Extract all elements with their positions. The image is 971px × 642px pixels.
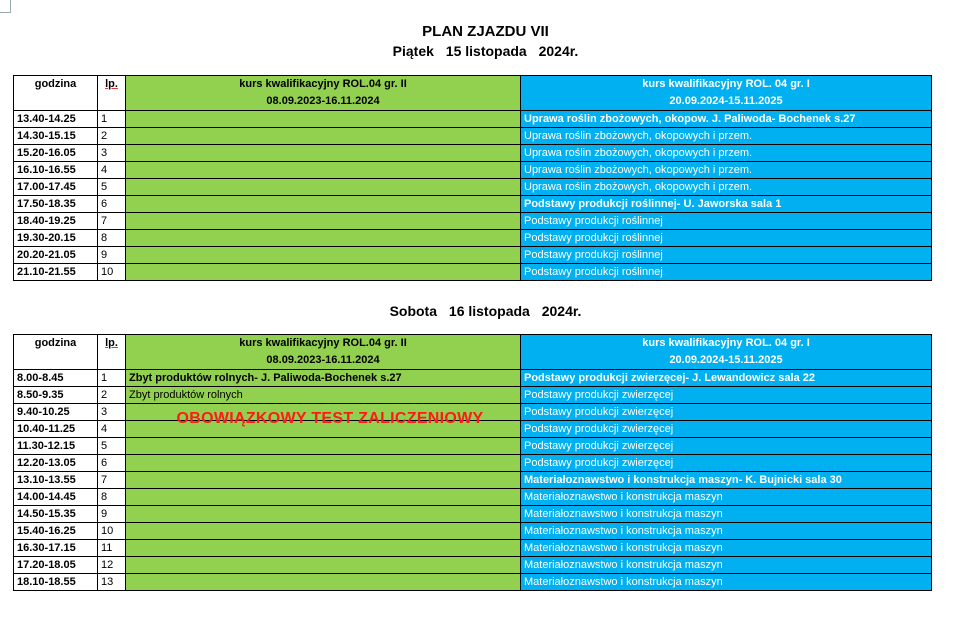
table-row: [14, 213, 932, 230]
table-row: [14, 540, 932, 557]
green-course-cell: [126, 179, 521, 196]
blue-course-cell: Uprawa roślin zbożowych, okopowych i przem.: [521, 162, 932, 179]
green-course-cell: [126, 438, 521, 455]
header-green-line1: kurs kwalifikacyjny ROL.04 gr. II: [126, 76, 521, 94]
blue-course-cell: Podstawy produkcji zwierzęcej: [521, 455, 932, 472]
time-cell: 17.20-18.05: [14, 557, 98, 574]
green-course-cell: [126, 506, 521, 523]
saturday-table-body: [14, 370, 932, 591]
time-cell: 20.20-21.05: [14, 247, 98, 264]
blue-course-cell: Materiałoznawstwo i konstrukcja maszyn: [521, 574, 932, 591]
lp-cell: 6: [98, 196, 126, 213]
blue-course-cell: Materiałoznawstwo i konstrukcja maszyn: [521, 540, 932, 557]
table-row: [14, 523, 932, 540]
day2-year: 2024r.: [541, 303, 582, 319]
header-green-line2: 08.09.2023-16.11.2024: [126, 352, 521, 370]
time-cell: 15.40-16.25: [14, 523, 98, 540]
time-cell: 18.40-19.25: [14, 213, 98, 230]
header-lp-label: lp.: [105, 337, 118, 349]
green-course-cell: [126, 523, 521, 540]
green-course-cell: [126, 557, 521, 574]
header-blue-line1: kurs kwalifikacyjny ROL. 04 gr. I: [521, 76, 932, 94]
header-blue-line2: 20.09.2024-15.11.2025: [521, 93, 932, 111]
green-course-cell: [126, 213, 521, 230]
time-cell: 16.30-17.15: [14, 540, 98, 557]
table-row: [14, 387, 932, 404]
time-cell: 10.40-11.25: [14, 421, 98, 438]
blue-course-cell: Podstawy produkcji zwierzęcej: [521, 421, 932, 438]
table-row: [14, 370, 932, 387]
lp-cell: 4: [98, 421, 126, 438]
lp-cell: 10: [98, 523, 126, 540]
time-cell: 8.50-9.35: [14, 387, 98, 404]
time-cell: 15.20-16.05: [14, 145, 98, 162]
saturday-schedule-table: [13, 334, 932, 591]
time-cell: 13.10-13.55: [14, 472, 98, 489]
green-course-cell: [126, 489, 521, 506]
table-row: [14, 196, 932, 213]
blue-course-cell: Podstawy produkcji roślinnej- U. Jaworska sala 1: [521, 196, 932, 213]
time-cell: 14.30-15.15: [14, 128, 98, 145]
lp-cell: 7: [98, 472, 126, 489]
header-godzina: godzina: [14, 76, 98, 111]
table-row: [14, 455, 932, 472]
time-cell: 14.00-14.45: [14, 489, 98, 506]
time-cell: 12.20-13.05: [14, 455, 98, 472]
blue-course-cell: Podstawy produkcji zwierzęcej: [521, 387, 932, 404]
table-row: [14, 128, 932, 145]
lp-cell: 5: [98, 438, 126, 455]
table-row: [14, 264, 932, 281]
blue-course-cell: Podstawy produkcji roślinnej: [521, 247, 932, 264]
table-row: [14, 247, 932, 264]
header-green-line1: kurs kwalifikacyjny ROL.04 gr. II: [126, 335, 521, 353]
green-course-cell: [126, 145, 521, 162]
lp-cell: 2: [98, 128, 126, 145]
time-cell: 13.40-14.25: [14, 111, 98, 128]
time-cell: 19.30-20.15: [14, 230, 98, 247]
blue-course-cell: Podstawy produkcji zwierzęcej- J. Lewandowicz sala 22: [521, 370, 932, 387]
header-lp: [98, 76, 126, 111]
day2-heading: [0, 303, 971, 319]
day1-date: 15 listopada: [445, 43, 527, 59]
lp-cell: 8: [98, 230, 126, 247]
blue-course-cell: Podstawy produkcji roślinnej: [521, 230, 932, 247]
time-cell: 18.10-18.55: [14, 574, 98, 591]
table-row: [14, 574, 932, 591]
lp-cell: 1: [98, 111, 126, 128]
blue-course-cell: Materiałoznawstwo i konstrukcja maszyn: [521, 557, 932, 574]
lp-cell: 13: [98, 574, 126, 591]
header-godzina: godzina: [14, 335, 98, 370]
mandatory-test-note: OBOWIĄZKOWY TEST ZALICZENIOWY: [176, 410, 484, 427]
blue-course-cell: Uprawa roślin zbożowych, okopowych i przem.: [521, 179, 932, 196]
lp-cell: 1: [98, 370, 126, 387]
table-row: [14, 179, 932, 196]
lp-cell: 9: [98, 506, 126, 523]
table-row: [14, 438, 932, 455]
lp-cell: 11: [98, 540, 126, 557]
green-course-cell: [126, 162, 521, 179]
green-course-cell: [126, 230, 521, 247]
blue-course-cell: Uprawa roślin zbożowych, okopowych i przem.: [521, 145, 932, 162]
day1-year: 2024r.: [538, 43, 579, 59]
blue-course-cell: Podstawy produkcji roślinnej: [521, 213, 932, 230]
time-cell: 17.00-17.45: [14, 179, 98, 196]
header-blue-line1: kurs kwalifikacyjny ROL. 04 gr. I: [521, 335, 932, 353]
blue-course-cell: Materiałoznawstwo i konstrukcja maszyn: [521, 489, 932, 506]
green-course-cell: [126, 247, 521, 264]
day2-name: Sobota: [389, 303, 438, 319]
time-cell: 8.00-8.45: [14, 370, 98, 387]
header-lp: [98, 335, 126, 370]
lp-cell: 10: [98, 264, 126, 281]
lp-cell: 6: [98, 455, 126, 472]
day1-heading: [0, 43, 971, 59]
lp-cell: 4: [98, 162, 126, 179]
header-blue-line2: 20.09.2024-15.11.2025: [521, 352, 932, 370]
page-corner-marker: [0, 0, 11, 13]
header-green-line2: 08.09.2023-16.11.2024: [126, 93, 521, 111]
blue-course-cell: Podstawy produkcji zwierzęcej: [521, 438, 932, 455]
table-row: [14, 506, 932, 523]
table-row: [14, 472, 932, 489]
time-cell: 17.50-18.35: [14, 196, 98, 213]
time-cell: 16.10-16.55: [14, 162, 98, 179]
blue-course-cell: Podstawy produkcji roślinnej: [521, 264, 932, 281]
friday-schedule-table: [13, 75, 932, 281]
table-row: [14, 145, 932, 162]
lp-cell: 8: [98, 489, 126, 506]
day2-date: 16 listopada: [448, 303, 530, 319]
day1-name: Piątek: [392, 43, 434, 59]
green-course-cell: [126, 540, 521, 557]
green-course-cell: [126, 111, 521, 128]
saturday-table-header: [14, 335, 932, 370]
friday-table-body: [14, 111, 932, 281]
lp-cell: 5: [98, 179, 126, 196]
blue-course-cell: Materiałoznawstwo i konstrukcja maszyn- K. Bujnicki sala 30: [521, 472, 932, 489]
table-row: [14, 230, 932, 247]
blue-course-cell: Materiałoznawstwo i konstrukcja maszyn: [521, 506, 932, 523]
header-lp-label: lp.: [105, 78, 118, 90]
blue-course-cell: Uprawa roślin zbożowych, okopow. J. Paliwoda- Bochenek s.27: [521, 111, 932, 128]
table-row: [14, 162, 932, 179]
green-course-cell: [126, 574, 521, 591]
green-course-cell: Zbyt produktów rolnych- J. Paliwoda-Bochenek s.27: [126, 370, 521, 387]
table-row: [14, 111, 932, 128]
lp-cell: 12: [98, 557, 126, 574]
green-course-cell: [126, 196, 521, 213]
table-row: [14, 489, 932, 506]
green-course-cell: [126, 455, 521, 472]
time-cell: 11.30-12.15: [14, 438, 98, 455]
lp-cell: 3: [98, 145, 126, 162]
time-cell: 9.40-10.25: [14, 404, 98, 421]
friday-table-header: [14, 76, 932, 111]
time-cell: 14.50-15.35: [14, 506, 98, 523]
green-course-cell: [126, 128, 521, 145]
table-row: [14, 557, 932, 574]
lp-cell: 9: [98, 247, 126, 264]
time-cell: 21.10-21.55: [14, 264, 98, 281]
blue-course-cell: Podstawy produkcji zwierzęcej: [521, 404, 932, 421]
page-title: PLAN ZJAZDU VII: [422, 23, 549, 40]
green-course-cell: [126, 264, 521, 281]
blue-course-cell: Uprawa roślin zbożowych, okopowych i przem.: [521, 128, 932, 145]
blue-course-cell: Materiałoznawstwo i konstrukcja maszyn: [521, 523, 932, 540]
green-course-cell: [126, 472, 521, 489]
lp-cell: 2: [98, 387, 126, 404]
green-course-cell: Zbyt produktów rolnych: [126, 387, 521, 404]
lp-cell: 7: [98, 213, 126, 230]
lp-cell: 3: [98, 404, 126, 421]
